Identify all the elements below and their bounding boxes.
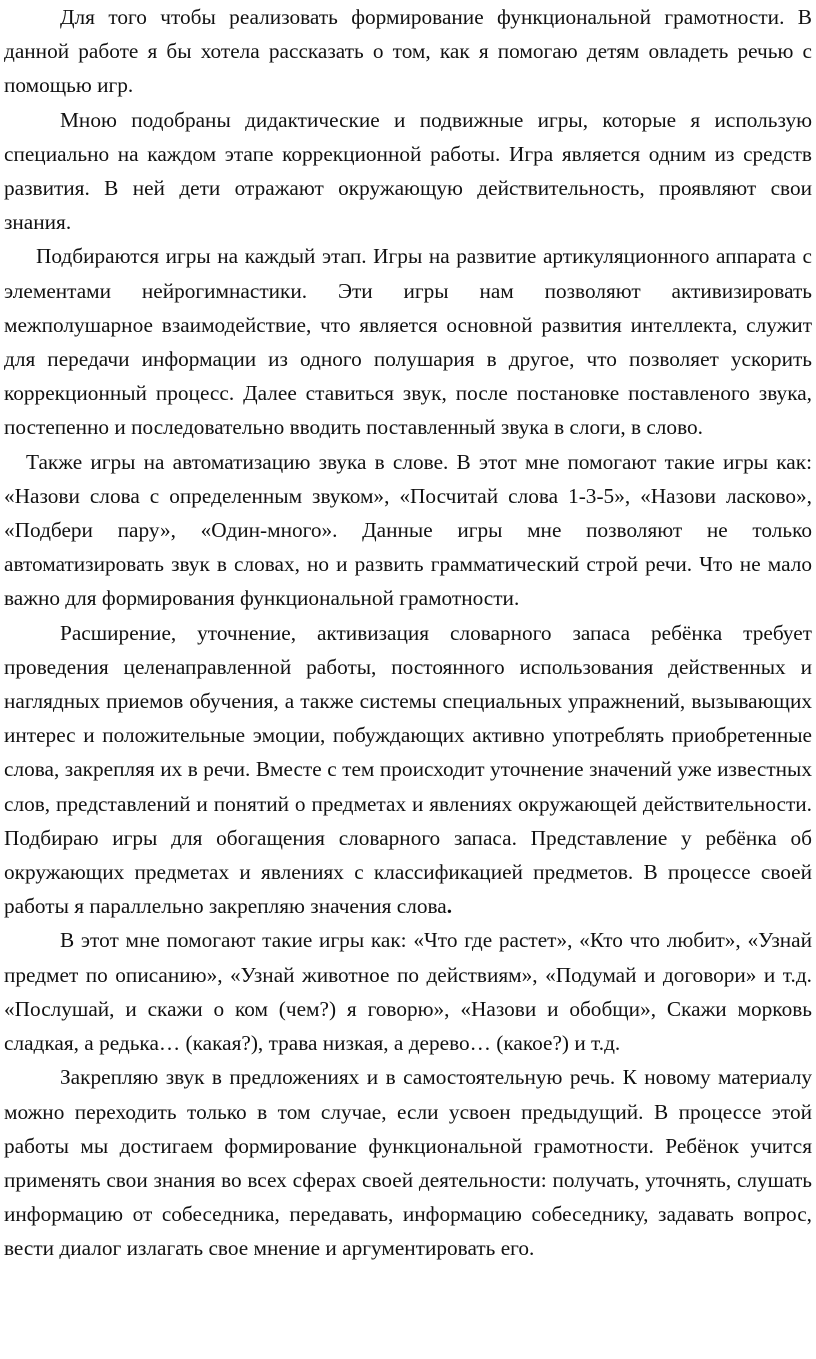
paragraph-vocabulary xyxy=(4,616,812,924)
paragraph-sound-automation: Также игры на автоматизацию звука в слове. В этот мне помогают такие игры как: «Назови слова с определенным звуком», «Посчитай слова 1-3-5», «Назови ласково», «Подбери пару», «Один-много». Данные игры мне позволяют не только автоматизировать звук в словах, но и развить грамматический строй речи. Что не мало важно для формирования функциональной грамотности. xyxy=(4,449,812,611)
paragraph-intro: Для того чтобы реализовать формирование функциональной грамотности. В данной работе я бы хотела рассказать о том, как я помогаю детям овладеть речью с помощью игр. xyxy=(4,5,812,98)
paragraph-vocabulary-end-mark: . xyxy=(446,894,453,919)
paragraph-game-examples: В этот мне помогают такие игры как: «Что где растет», «Кто что любит», «Узнай предмет по описанию», «Узнай животное по действиям», «Подумай и договори» и т.д. «Послушай, и скажи о ком (чем?) я говорю», «Назови и обобщи», Скажи морковь сладкая, а редька… (какая?), трава низкая, а дерево… (какое?) и т.д. xyxy=(4,928,812,1056)
paragraph-games-selection: Мною подобраны дидактические и подвижные игры, которые я использую специально на каждом этапе коррекционной работы. Игра является одним из средств развития. В ней дети отражают окружающую действительность, проявляют свои знания. xyxy=(4,107,812,235)
paragraph-vocabulary-text: Расширение, уточнение, активизация словарного запаса ребёнка требует проведения целенаправленной работы, постоянного использования действенных и наглядных приемов обучения, а также системы специальных упражнений, вызывающих интерес и положительные эмоции, побуждающих активно употреблять приобретенные слова, закрепляя их в речи. Вместе с тем происходит уточнение значений уже известных слов, представлений и понятий о предметах и явлениях окружающей действительности. Подбираю игры для обогащения словарного запаса. Представление у ребёнка об окружающих предметах и явлениях с классификацией предметов. В процессе своей работы я параллельно закрепляю значения слова xyxy=(4,620,812,919)
document-page xyxy=(4,0,812,1266)
paragraph-articulation-games: Подбираются игры на каждый этап. Игры на развитие артикуляционного аппарата с элементами нейрогимнастики. Эти игры нам позволяют активизировать межполушарное взаимодействие, что является основной развития интеллекта, служит для передачи информации из одного полушария в другое, что позволяет ускорить коррекционный процесс. Далее ставиться звук, после постановке поставленого звука, постепенно и последовательно вводить поставленный звука в слоги, в слово. xyxy=(4,244,812,440)
paragraph-conclusion: Закрепляю звук в предложениях и в самостоятельную речь. К новому материалу можно переходить только в том случае, если усвоен предыдущий. В процессе этой работы мы достигаем формирование функциональной грамотности. Ребёнок учится применять свои знания во всех сферах своей деятельности: получать, уточнять, слушать информацию от собеседника, передавать, информацию собеседнику, задавать вопрос, вести диалог излагать свое мнение и аргументировать его. xyxy=(4,1065,812,1261)
